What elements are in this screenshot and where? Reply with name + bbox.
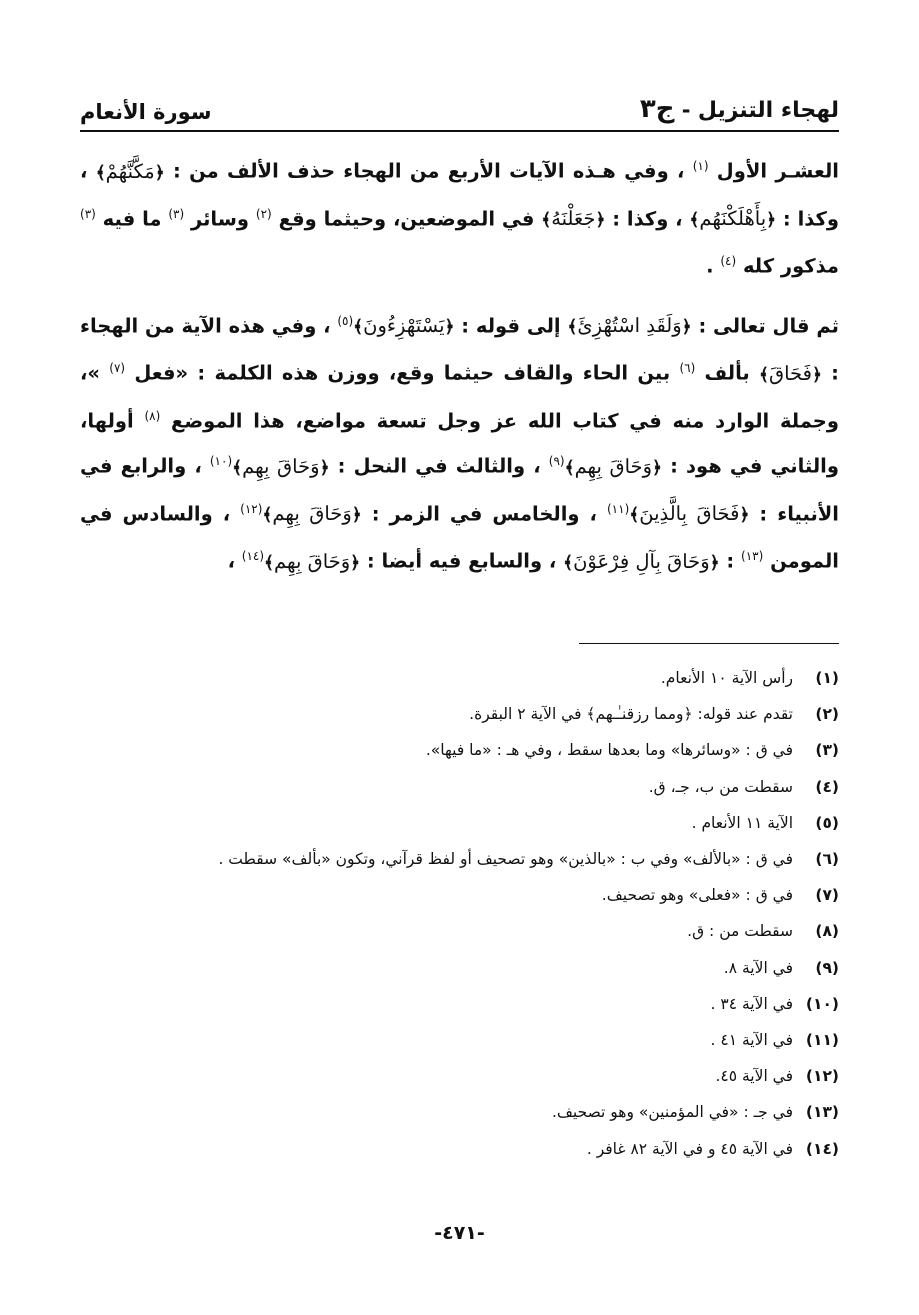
ornate-bracket-open-icon: ﴿ [709,552,720,573]
footnote-item [80,841,839,877]
footnote-text: رأس الآية ١٠ الأنعام. [660,669,793,687]
footnote-text: سقطت من : ق. [687,922,793,941]
ornate-bracket-open-icon: ﴿ [766,210,777,230]
footnote-item [80,696,839,732]
footnote-ref: (٨) [144,408,161,423]
footnote-item [80,877,839,913]
text-run: ما فيه [95,207,169,230]
footnote-text: في الآية ٤٥ و في الآية ٨٢ غافر . [586,1139,793,1158]
footnote-ref: (٦) [679,361,696,375]
quran-quote [563,550,720,573]
volume-label: ج٣ [639,94,675,124]
quran-quote [264,550,360,573]
footnote-ref: (٩) [548,454,565,468]
ornate-bracket-close-icon: ﴾ [567,317,578,337]
quran-text: بِأَهْلَكْنَهُم [699,207,767,230]
text-run: ، والسادس في المومن [80,502,839,573]
footnote-text: في الآية ٤٥. [715,1067,793,1086]
ornate-bracket-close-icon: ﴾ [262,505,273,525]
ornate-bracket-close-icon: ﴾ [564,457,575,478]
footnote-number: (١) [815,669,839,687]
footnote-item [80,732,839,768]
footnote-text: في ق : «وسائرها» وما بعدها سقط ، وفي هـ : «ما فيها». [425,741,793,760]
footnote-ref: (١٣) [741,549,764,563]
ornate-bracket-open-icon: ﴿ [681,317,692,337]
text-run: ، والخامس في الزمر : [361,502,607,525]
ornate-bracket-open-icon: ﴿ [595,210,606,230]
footnotes-list [80,660,839,1167]
ornate-bracket-close-icon: ﴾ [353,317,364,337]
footnote-number: (١٠) [805,994,839,1013]
quran-text: فَحَاقَ [768,361,812,385]
ornate-bracket-open-icon: ﴿ [350,552,361,573]
quran-text: جَعَلْنَهُ [551,207,596,230]
paragraph-2 [80,301,839,584]
quran-quote [567,314,691,337]
ornate-bracket-open-icon: ﴿ [444,317,455,337]
text-run: وسائر [184,207,256,230]
footnote-ref: (٤) [720,254,737,268]
footnote-item [80,805,839,841]
quran-text: يَسْتَهْزِءُونَ [363,314,445,337]
quran-quote [565,455,662,478]
quran-text: وَلَقَدِ اسْتُهْزِئَ [577,314,682,337]
quran-quote [541,207,605,230]
text-run: »، وجملة الوارد منه في كتاب الله عز وجل تسعة مواضع، هذا الموضع [80,361,839,432]
quran-text: مَكَّنَّهُمْ [105,159,155,183]
text-run: ، وفي هـذه الآيات الأربع من الهجاء حذف الألف من : [164,159,693,183]
ornate-bracket-close-icon: ﴾ [264,552,274,573]
quran-text: وَحَاقَ بِهِم [274,549,351,573]
footnote-text: في جـ : «في المؤمنين» وهو تصحيف. [551,1103,793,1122]
ornate-bracket-open-icon: ﴿ [811,364,822,385]
footnote-number: (١١) [805,1031,839,1050]
footnote-text: في الآية ٨. [723,958,793,977]
surah-title: سورة الأنعام [80,100,212,124]
footnote-text: تقدم عند قوله: ﴿ومما رزقنـٰـهم﴾ في الآية ٢ البقرة. [469,705,793,724]
text-run: بين الحاء والقاف حيثما وقع، ووزن هذه الكلمة : «فعل [125,361,680,385]
page-number: -٤٧١- [434,1222,485,1244]
footnote-item [80,769,839,805]
text-run: أولها، والثاني في هود : [80,409,839,478]
text-run: في الموضعين، وحيثما وقع [271,207,542,230]
ornate-bracket-close-icon: ﴾ [563,552,574,573]
ornate-bracket-close-icon: ﴾ [689,210,700,230]
text-run: ، والسابع فيه أيضا : [360,549,564,573]
footnote-number: (١٣) [805,1103,839,1122]
footnote-item [80,660,839,696]
footnote-number: (٣) [815,741,839,760]
footnote-number: (٩) [815,958,839,977]
quran-text: وَحَاقَ بِهِم [574,454,653,478]
quran-quote [689,207,776,230]
footnote-number: (٤) [815,777,839,796]
footnote-number: (١٤) [805,1139,839,1158]
footnote-text: الآية ١١ الأنعام . [691,813,793,832]
footnote-ref: (١) [692,159,709,173]
ornate-bracket-open-icon: ﴿ [652,457,662,478]
paragraph-1 [80,146,839,287]
ornate-bracket-close-icon: ﴾ [759,364,769,385]
text-run: ، والثالث في النحل : [329,454,549,478]
ornate-bracket-close-icon: ﴾ [541,210,552,230]
footnote-divider [579,643,839,644]
footnote-number: (٥) [815,813,839,832]
book-title: لهجاء التنزيل [697,98,839,123]
footnote-ref: (٣) [80,206,96,221]
ornate-bracket-open-icon: ﴿ [154,162,165,183]
quran-quote [96,160,165,183]
ornate-bracket-close-icon: ﴾ [629,505,640,525]
main-text [80,146,839,584]
footnote-ref: (١٤) [241,549,265,563]
ornate-bracket-open-icon: ﴿ [319,457,330,478]
quran-text: وَحَاقَ بِهِم [242,454,320,478]
footnote-ref: (٣) [168,206,185,221]
text-run: ، والرابع في الأنبياء : [80,454,839,525]
footnote-text: في ق : «فعلى» وهو تصحيف. [601,886,793,905]
footnote-text: في الآية ٤١ . [710,1031,793,1050]
ornate-bracket-open-icon: ﴿ [351,505,362,525]
quran-quote [262,502,361,525]
footnote-ref: (٥) [337,313,354,328]
text-run: بألف [695,361,759,385]
ornate-bracket-open-icon: ﴿ [739,505,750,525]
footnote-text: في الآية ٣٤ . [710,994,793,1013]
footnote-item [80,1058,839,1094]
text-run: : [719,549,742,573]
footnote-ref: (٢) [255,206,272,221]
footnote-ref: (١١) [606,501,630,516]
footnote-item [80,1094,839,1130]
quran-quote [629,502,749,525]
book-title-group: لهجاء التنزيل - ج٣ [639,94,839,124]
quran-text: فَحَاقَ بِالَّذِينَ [639,502,740,525]
ornate-bracket-close-icon: ﴾ [95,162,106,183]
footnote-number: (٧) [815,886,839,905]
footnote-number: (٨) [815,922,839,941]
text-run: ، وفي هذه الآية من الهجاء : [80,314,839,385]
footnote-ref: (١٢) [240,501,263,516]
footnote-item [80,1131,839,1167]
quran-text: وَحَاقَ بِآلِ فِرْعَوْنَ [573,549,710,573]
footnote-text: سقطت من ب، جـ، ق. [648,777,793,796]
text-run: إلى قوله : [454,314,568,337]
text-run: . [706,254,721,278]
text-run: ، [227,549,242,573]
footnote-item [80,950,839,986]
quran-quote [759,362,822,385]
quran-text: وَحَاقَ بِهِم [272,502,352,525]
quran-quote [353,314,454,337]
footnote-item [80,1022,839,1058]
footnote-ref: (١٠) [209,454,233,468]
text-run: مذكور كله [736,254,839,278]
text-run: ثم قال تعالى : [691,314,839,337]
running-header [80,78,839,132]
text-run: ، وكذا : [605,207,690,230]
footnote-number: (٦) [815,850,839,869]
ornate-bracket-close-icon: ﴾ [232,457,243,478]
footnote-number: (١٢) [805,1067,839,1086]
footnote-item [80,986,839,1022]
quran-quote [232,455,329,478]
footnote-number: (٢) [815,705,839,724]
text-run: العشـر الأول [708,159,839,183]
footnote-ref: (٧) [109,361,126,375]
footnote-text: في ق : «بالألف» وفي ب : «بالذين» وهو تصحيف أو لفظ قرآني، وتكون «بألف» سقطت . [218,850,793,869]
text-run: ، وكذا : [80,159,839,230]
footnote-item [80,913,839,949]
